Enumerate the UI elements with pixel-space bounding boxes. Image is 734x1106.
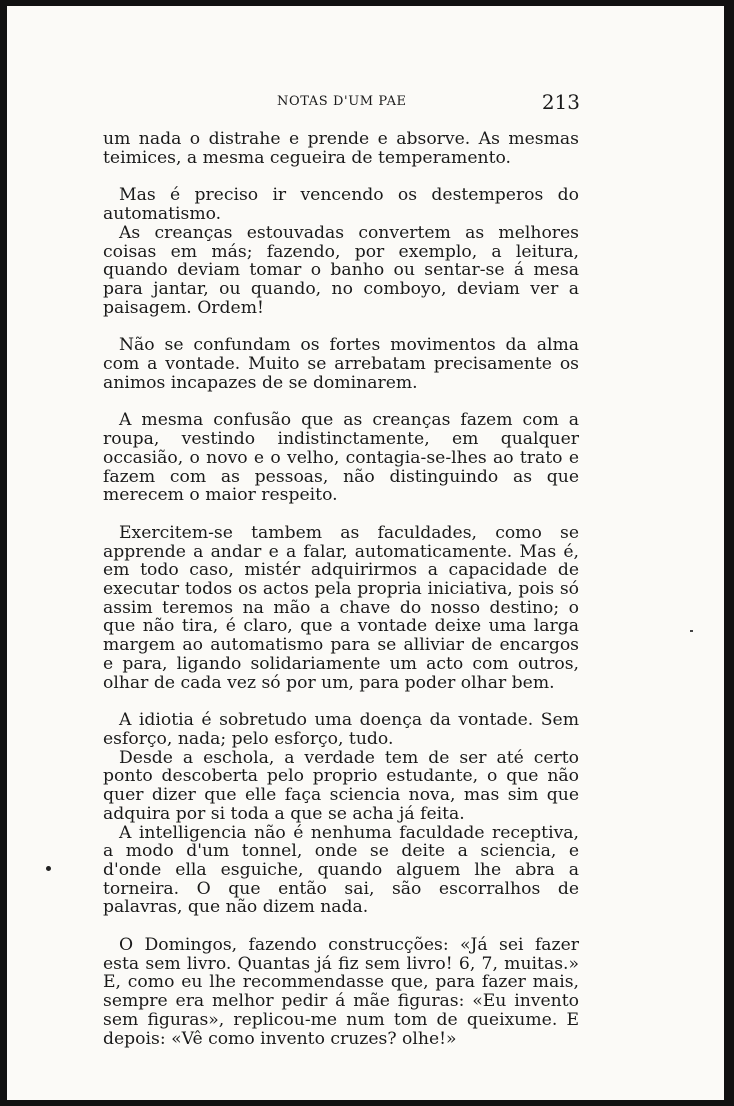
scan-edge-right: [724, 0, 734, 1106]
paragraph: Mas é preciso ir vencendo os destemperos do automatismo.: [103, 185, 579, 225]
scan-edge-top: [0, 0, 734, 6]
paragraph: Desde a eschola, a verdade tem de ser até certo ponto descoberta pelo proprio estudante, o que não quer dizer que elle faça sciencia nova, mas sim que adquira por si toda a que se acha já feita.: [103, 747, 579, 824]
paragraph: um nada o distrahe e prende e absorve. As mesmas teimices, a mesma cegueira de temperamento.: [103, 129, 579, 168]
paragraph: O Domingos, fazendo construcções: «Já sei fazer esta sem livro. Quantas já fiz sem livro! 6, 7, muitas.» E, como eu lhe recommendasse que, para fazer mais, sempre era melhor pedir á mãe figuras: «Eu invento sem figuras», replicou-me num tom de queixume. E depois: «Vê como invento cruzes? olhe!»: [103, 935, 579, 1049]
margin-ink-spot: [46, 866, 51, 871]
page-number: 213: [541, 90, 580, 114]
paragraph: A mesma confusão que as creanças fazem com a roupa, vestindo indistinctamente, em qualquer occasião, o novo e o velho, contagia-se-lhes ao trato e fazem com as pessoas, não distinguindo as que merecem o maior respeito.: [103, 410, 579, 506]
paragraph: Não se confundam os fortes movimentos da alma com a vontade. Muito se arrebatam precisamente os animos incapazes de se dominarem.: [103, 335, 579, 393]
scan-edge-bottom: [0, 1100, 734, 1106]
paragraph: Exercitem-se tambem as faculdades, como se apprende a andar e a falar, automaticamente. Mas é, em todo caso, mistér adquirirmos a capacidade de executar todos os actos pela propria iniciativa, pois só assim teremos na mão a chave do nosso destino; o que não tira, é claro, que a vontade deixe uma larga margem ao automatismo para se alliviar de encargos e para, ligando solidariamente um acto com outros, olhar de cada vez só por um, para poder olhar bem.: [103, 522, 579, 693]
paragraph: A intelligencia não é nenhuma faculdade receptiva, a modo d'um tonnel, onde se deite a sciencia, e d'onde ella esguiche, quando alguem lhe abra a torneira. O que então sai, são escorralhos de palavras, que não dizem nada.: [103, 822, 579, 918]
paragraph: A idiotia é sobretudo uma doença da vontade. Sem esforço, nada; pelo esforço, tudo.: [103, 710, 579, 749]
scan-edge-left: [0, 0, 7, 1106]
page-header: [102, 92, 580, 116]
running-head: NOTAS D'UM PAE: [277, 94, 407, 109]
body-text: [103, 130, 579, 1048]
margin-speck: [690, 630, 693, 632]
paragraph: As creanças estouvadas convertem as melhores coisas em más; fazendo, por exemplo, a leitura, quando deviam tomar o banho ou sentar-se á mesa para jantar, ou quando, no comboyo, deviam ver a paisagem. Ordem!: [103, 222, 579, 318]
